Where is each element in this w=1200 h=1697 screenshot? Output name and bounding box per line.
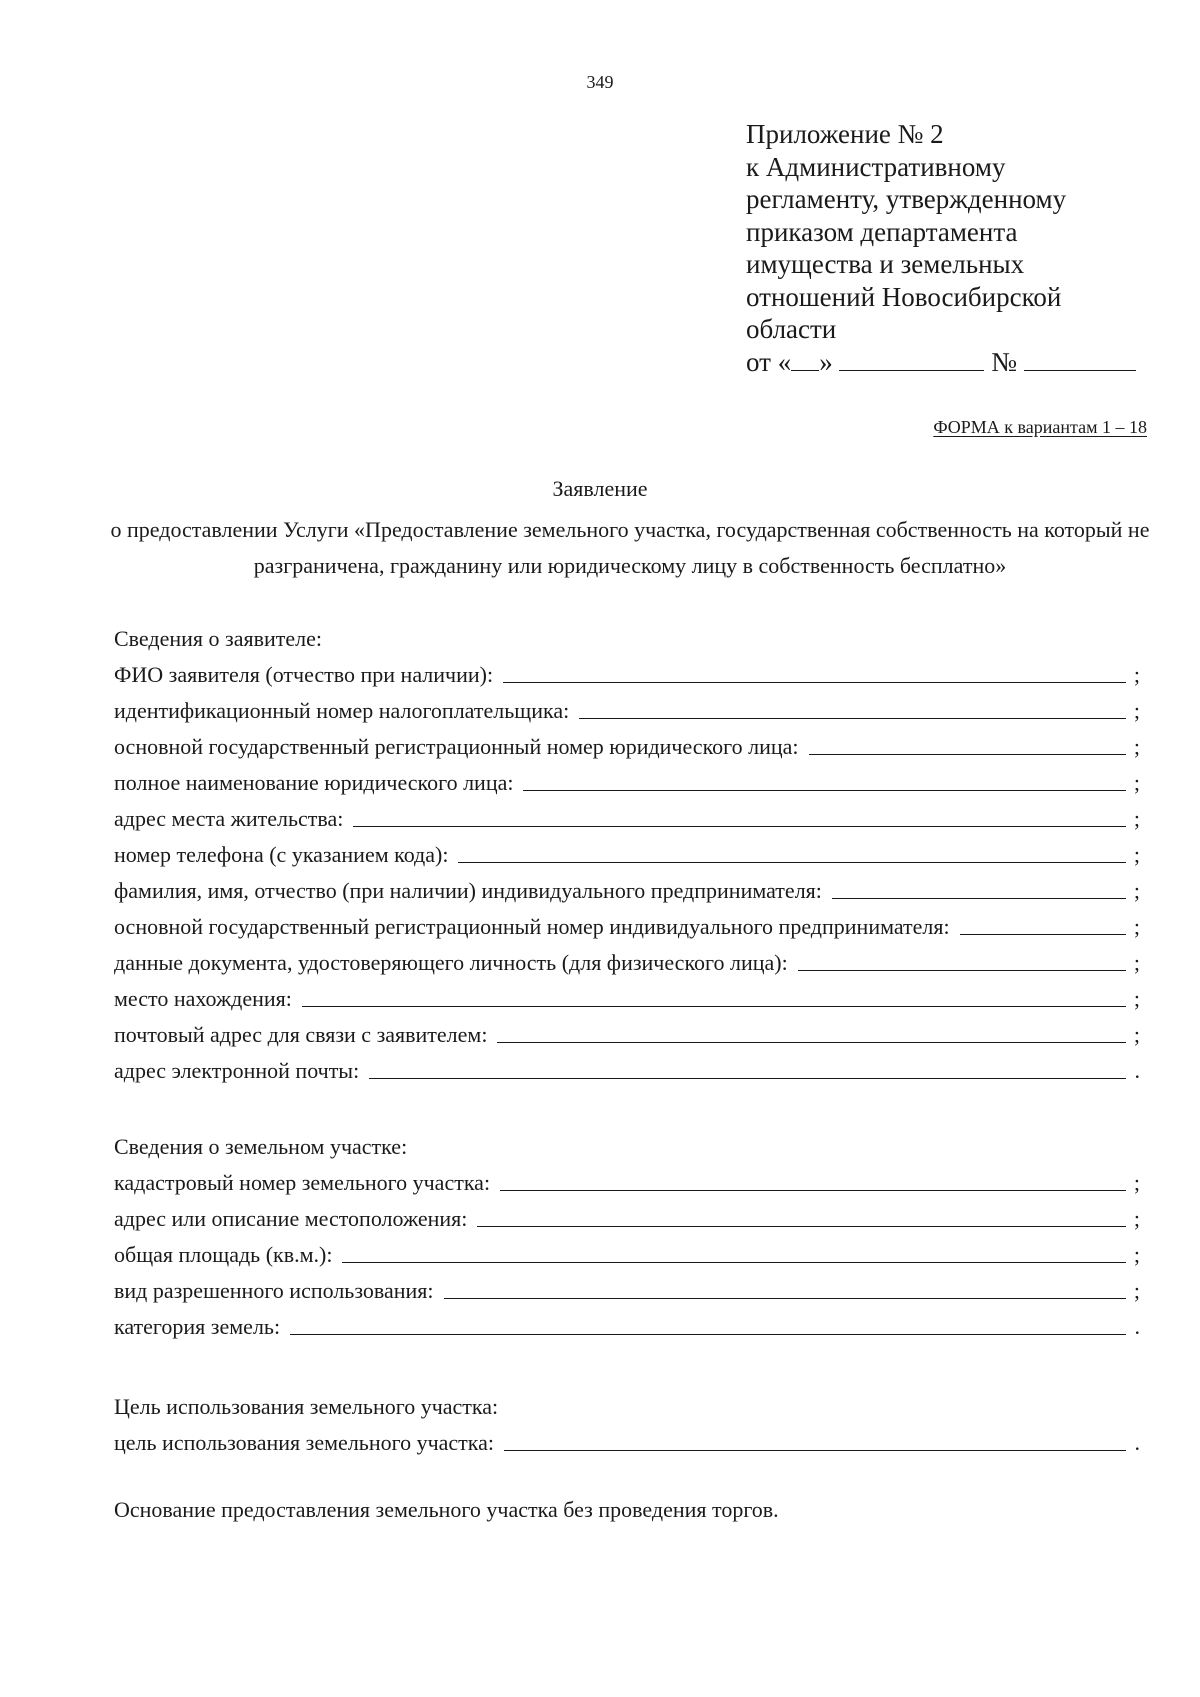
appendix-line: области	[746, 314, 837, 344]
field-label: основной государственный регистрационный номер индивидуального предпринимателя:	[114, 914, 950, 939]
field-blank-line[interactable]	[523, 766, 1126, 791]
field-blank-line[interactable]	[579, 694, 1126, 719]
field-terminator: ;	[1133, 914, 1140, 939]
form-field-row	[114, 1201, 1140, 1237]
field-terminator: ;	[1133, 1022, 1140, 1047]
form-field-row	[114, 945, 1140, 981]
field-label: адрес места жительства:	[114, 806, 344, 831]
field-terminator: ;	[1133, 770, 1140, 795]
land-plot-heading: Сведения о земельном участке:	[114, 1134, 408, 1159]
field-terminator: ;	[1133, 1278, 1140, 1303]
field-blank-line[interactable]	[497, 1018, 1126, 1043]
appendix-line: Приложение № 2	[746, 119, 944, 149]
form-field-row	[114, 1237, 1140, 1273]
appendix-block	[746, 118, 1136, 378]
form-field-row	[114, 693, 1140, 729]
field-blank-line[interactable]	[290, 1310, 1126, 1335]
field-terminator: .	[1134, 1430, 1140, 1455]
purpose-section	[114, 1389, 1140, 1461]
field-blank-line[interactable]	[832, 874, 1126, 899]
form-field-row	[114, 657, 1140, 693]
date-prefix: от «	[746, 346, 792, 377]
field-blank-line[interactable]	[960, 910, 1126, 935]
field-blank-line[interactable]	[444, 1274, 1126, 1299]
field-label: номер телефона (с указанием кода):	[114, 842, 449, 867]
field-label: место нахождения:	[114, 986, 292, 1011]
field-terminator: ;	[1133, 1170, 1140, 1195]
land-plot-section	[114, 1129, 1140, 1345]
field-label: категория земель:	[114, 1314, 281, 1339]
field-label: вид разрешенного использования:	[114, 1278, 434, 1303]
form-field-row	[114, 837, 1140, 873]
date-day-blank[interactable]	[791, 348, 819, 371]
form-field-row	[114, 1309, 1140, 1345]
field-label: почтовый адрес для связи с заявителем:	[114, 1022, 488, 1047]
date-mid: »	[819, 346, 833, 377]
document-subtitle: о предоставлении Услуги «Предоставление земельного участка, государственная собственность на который не разграничена, гражданину или юридическому лицу в собственность бесплатно»	[110, 517, 1150, 578]
field-label: адрес или описание местоположения:	[114, 1206, 468, 1231]
field-label: идентификационный номер налогоплательщика:	[114, 698, 570, 723]
field-terminator: ;	[1133, 806, 1140, 831]
appendix-line: приказом департамента	[746, 216, 1018, 247]
field-terminator: ;	[1133, 1242, 1140, 1267]
appendix-line: имущества и земельных	[746, 249, 1025, 279]
field-label: основной государственный регистрационный номер юридического лица:	[114, 734, 799, 759]
field-blank-line[interactable]	[503, 658, 1126, 683]
purpose-heading: Цель использования земельного участка:	[114, 1394, 499, 1419]
field-blank-line[interactable]	[369, 1054, 1126, 1079]
field-blank-line[interactable]	[477, 1202, 1126, 1227]
field-label: полное наименование юридического лица:	[114, 770, 514, 795]
applicant-heading: Сведения о заявителе:	[114, 626, 323, 651]
field-terminator: ;	[1133, 950, 1140, 975]
form-field-row	[114, 1165, 1140, 1201]
field-label: фамилия, имя, отчество (при наличии) индивидуального предпринимателя:	[114, 878, 822, 903]
field-blank-line[interactable]	[500, 1166, 1126, 1191]
form-variant-label: ФОРМА к вариантам 1 – 18	[933, 417, 1147, 437]
field-blank-line[interactable]	[302, 982, 1126, 1007]
field-terminator: ;	[1133, 842, 1140, 867]
field-terminator: ;	[1133, 662, 1140, 687]
field-label: кадастровый номер земельного участка:	[114, 1170, 491, 1195]
appendix-date-line	[746, 346, 1136, 379]
form-field-row	[114, 873, 1140, 909]
field-blank-line[interactable]	[809, 730, 1126, 755]
field-blank-line[interactable]	[342, 1238, 1126, 1263]
field-terminator: ;	[1133, 698, 1140, 723]
number-sign: №	[991, 346, 1017, 377]
form-field-row	[114, 1273, 1140, 1309]
field-terminator: ;	[1133, 878, 1140, 903]
form-field-row	[114, 1053, 1140, 1089]
page-number: 349	[586, 72, 614, 92]
order-number-blank[interactable]	[1024, 348, 1136, 371]
field-terminator: .	[1134, 1314, 1140, 1339]
appendix-line: отношений Новосибирской	[746, 281, 1062, 312]
form-field-row	[114, 729, 1140, 765]
form-field-row	[114, 1017, 1140, 1053]
field-terminator: ;	[1133, 1206, 1140, 1231]
field-terminator: .	[1134, 1058, 1140, 1083]
field-label: адрес электронной почты:	[114, 1058, 360, 1083]
applicant-section	[114, 621, 1140, 1089]
field-blank-line[interactable]	[504, 1426, 1126, 1451]
form-field-row	[114, 909, 1140, 945]
field-label: ФИО заявителя (отчество при наличии):	[114, 662, 494, 687]
document-title: Заявление	[552, 476, 648, 501]
form-field-row	[114, 801, 1140, 837]
field-blank-line[interactable]	[353, 802, 1126, 827]
field-label: данные документа, удостоверяющего личность (для физического лица):	[114, 950, 788, 975]
appendix-line: к Административному	[746, 151, 1006, 182]
form-field-row	[114, 1425, 1140, 1461]
field-terminator: ;	[1133, 734, 1140, 759]
date-month-blank[interactable]	[839, 348, 984, 371]
field-label: цель использования земельного участка:	[114, 1430, 495, 1455]
basis-text: Основание предоставления земельного участка без проведения торгов.	[114, 1497, 779, 1522]
field-label: общая площадь (кв.м.):	[114, 1242, 333, 1267]
field-terminator: ;	[1133, 986, 1140, 1011]
appendix-line: регламенту, утвержденному	[746, 184, 1067, 214]
field-blank-line[interactable]	[458, 838, 1126, 863]
form-field-row	[114, 765, 1140, 801]
form-field-row	[114, 981, 1140, 1017]
field-blank-line[interactable]	[798, 946, 1126, 971]
